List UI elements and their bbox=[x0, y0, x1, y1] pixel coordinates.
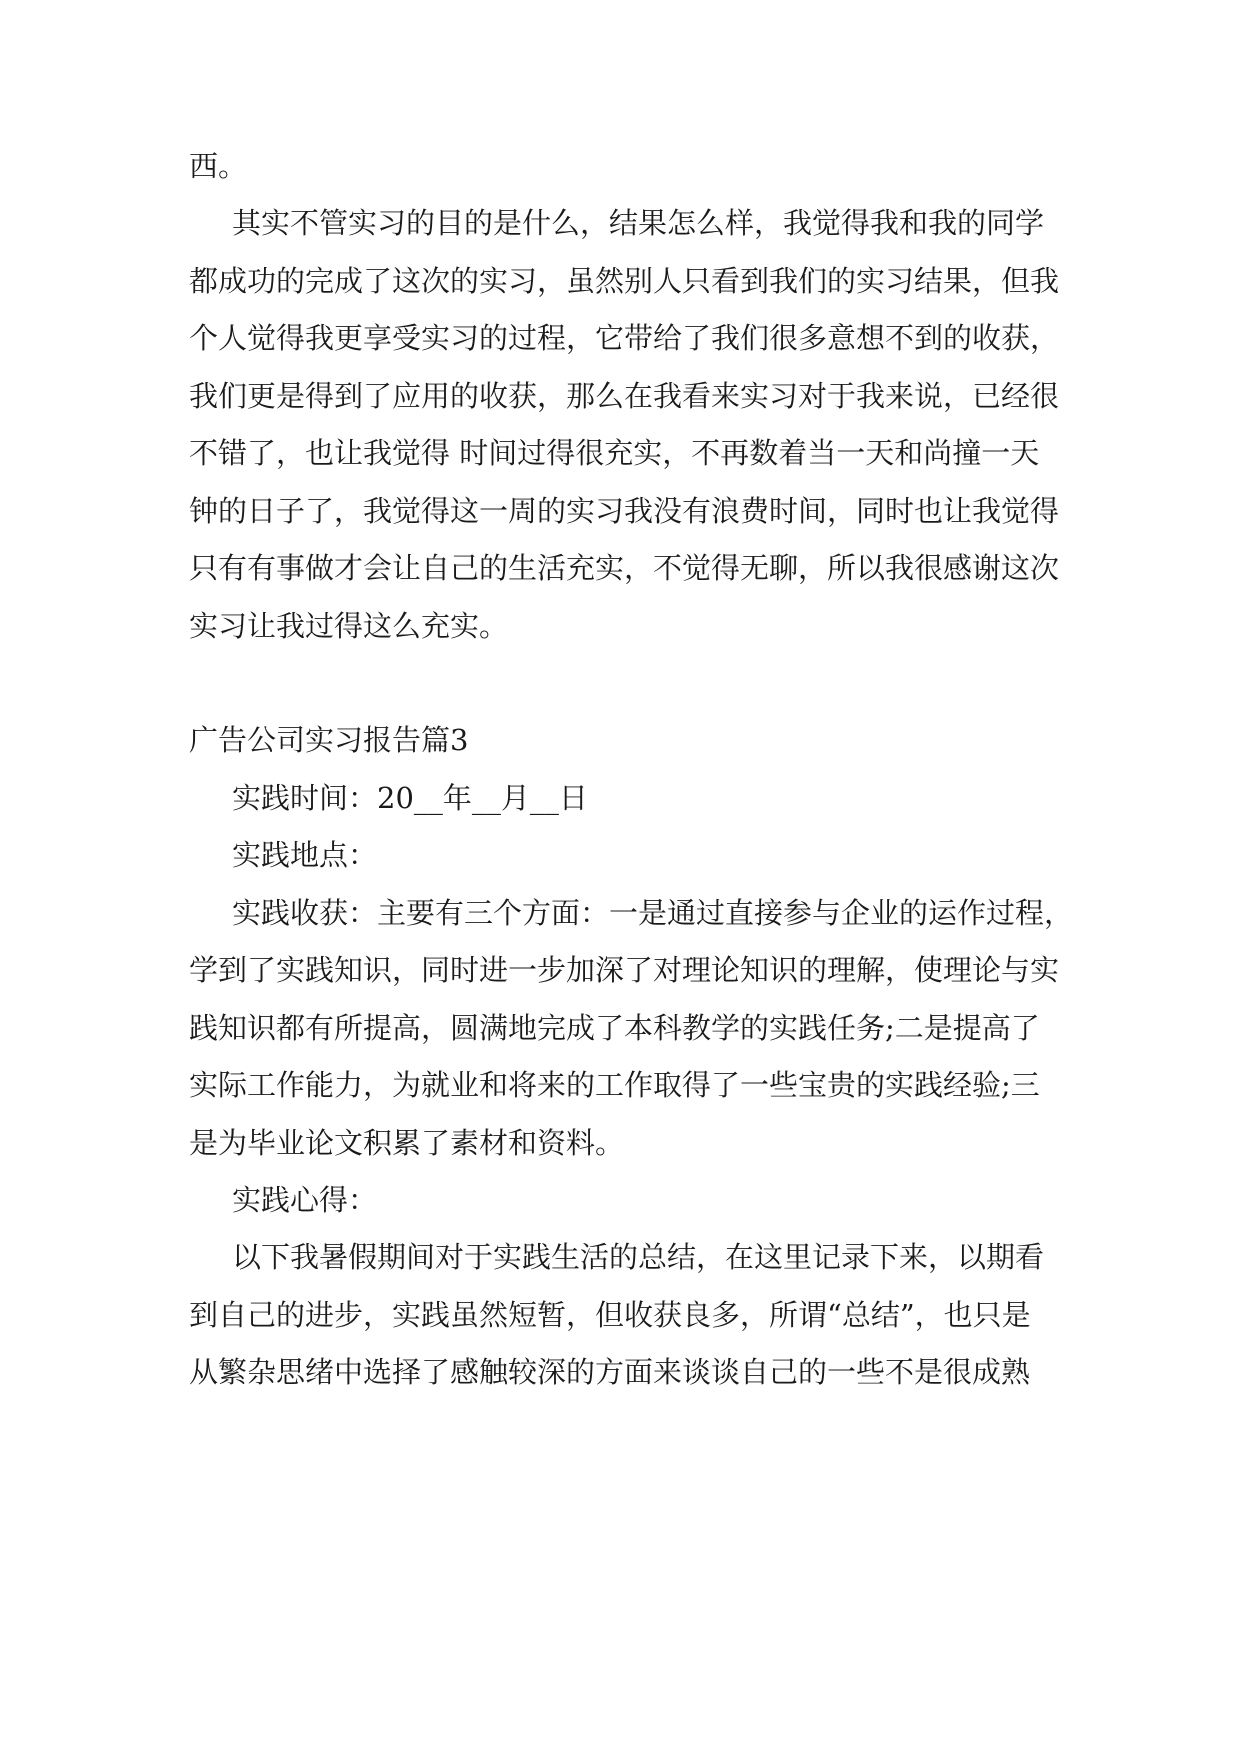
text-line: 从繁杂思绪中选择了感触较深的方面来谈谈自己的一些不是很成熟 bbox=[189, 1355, 1031, 1389]
text-line: 都成功的完成了这次的实习，虽然别人只看到我们的实习结果，但我 bbox=[189, 264, 1060, 298]
text-line: 到自己的进步，实践虽然短暂，但收获良多，所谓“总结”，也只是 bbox=[189, 1298, 1031, 1332]
text-line: 钟的日子了，我觉得这一周的实习我没有浪费时间，同时也让我觉得 bbox=[189, 494, 1060, 528]
text-line: 不错了，也让我觉得 时间过得很充实，不再数着当一天和尚撞一天 bbox=[189, 436, 1040, 470]
practice-experience-label: 实践心得： bbox=[232, 1183, 378, 1217]
text-line: 实际工作能力，为就业和将来的工作取得了一些宝贵的实践经验;三 bbox=[189, 1068, 1040, 1102]
text-line: 是为毕业论文积累了素材和资料。 bbox=[189, 1126, 625, 1160]
text-line: 实践收获：主要有三个方面：一是通过直接参与企业的运作过程， bbox=[232, 896, 1074, 930]
text-line: 我们更是得到了应用的收获，那么在我看来实习对于我来说，已经很 bbox=[189, 379, 1060, 413]
text-line: 西。 bbox=[189, 149, 248, 183]
text-line: 以下我暑假期间对于实践生活的总结，在这里记录下来，以期看 bbox=[232, 1240, 1045, 1274]
practice-location: 实践地点： bbox=[232, 838, 378, 872]
text-line: 践知识都有所提高，圆满地完成了本科教学的实践任务;二是提高了 bbox=[189, 1011, 1040, 1045]
text-line: 其实不管实习的目的是什么，结果怎么样，我觉得我和我的同学 bbox=[232, 206, 1045, 240]
text-line: 实习让我过得这么充实。 bbox=[189, 609, 509, 643]
text-line: 只有有事做才会让自己的生活充实，不觉得无聊，所以我很感谢这次 bbox=[189, 551, 1060, 585]
practice-time: 实践时间：20__年__月__日 bbox=[232, 781, 588, 815]
text-line: 学到了实践知识，同时进一步加深了对理论知识的理解，使理论与实 bbox=[189, 953, 1060, 987]
text-line: 个人觉得我更享受实习的过程，它带给了我们很多意想不到的收获， bbox=[189, 321, 1060, 355]
section-heading: 广告公司实习报告篇3 bbox=[189, 723, 469, 757]
